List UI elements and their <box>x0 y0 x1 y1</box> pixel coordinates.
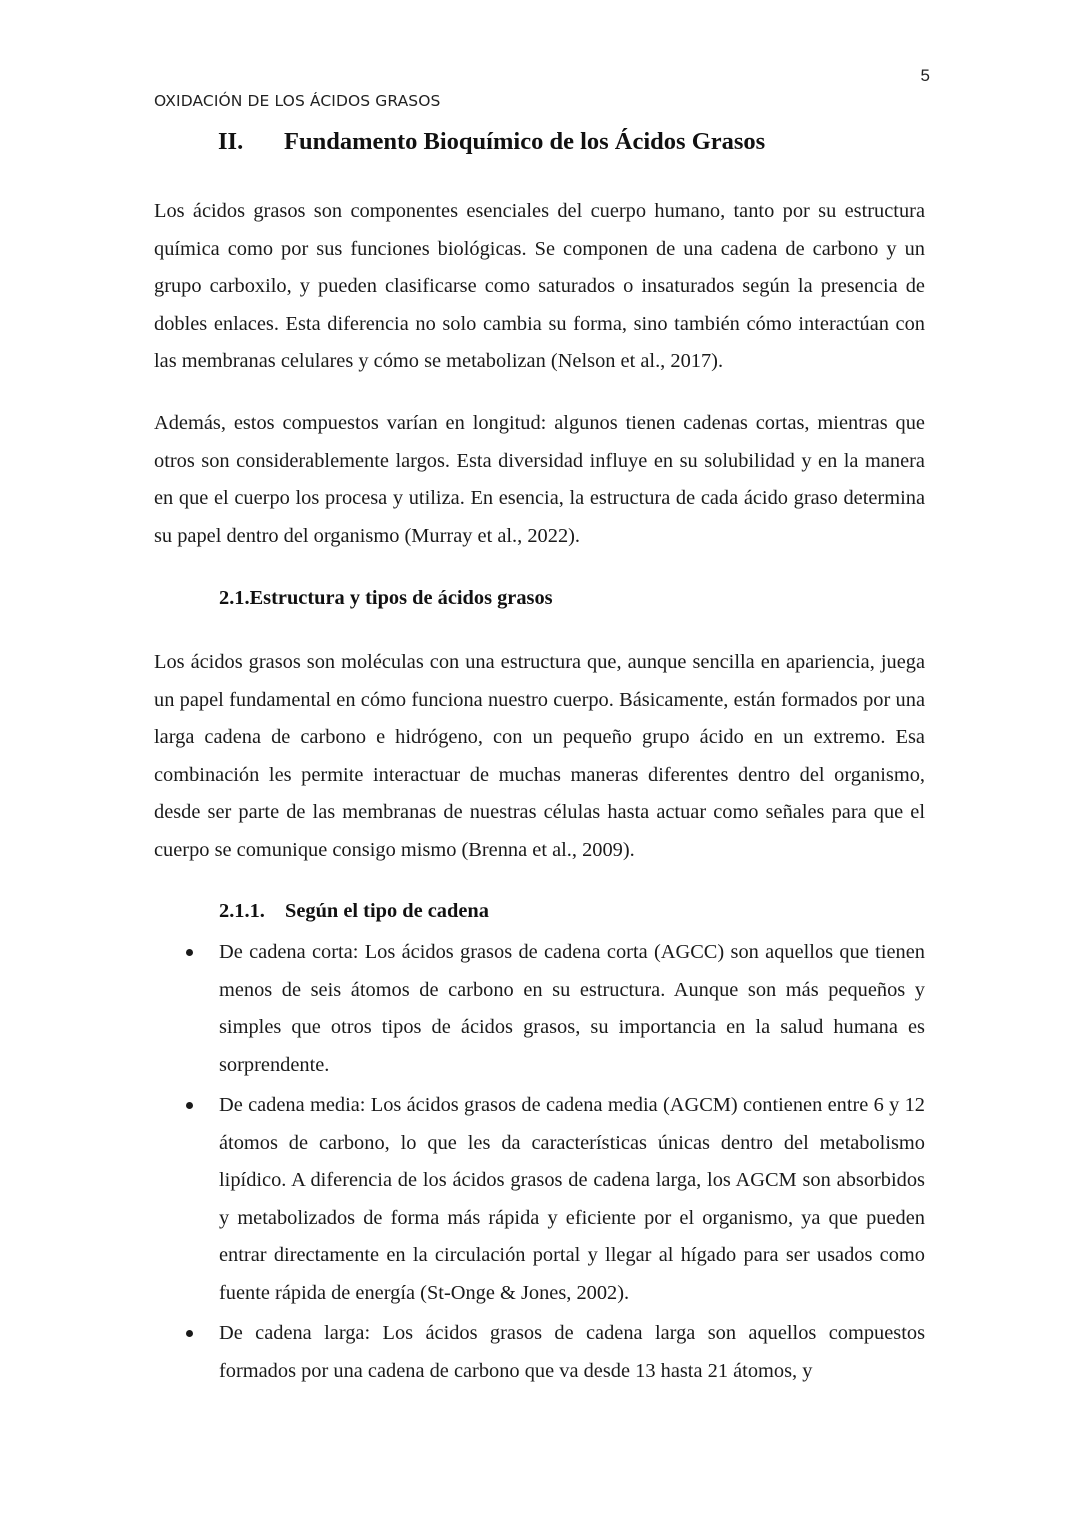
intro-paragraph-2: Además, estos compuestos varían en longitud: algunos tienen cadenas cortas, mientras que otros son considerablemente largos. Esta diversidad influye en su solubilidad y en la manera en que el cuerpo los procesa y utiliza. En esencia, la estructura de cada ácido graso determina su papel dentro del organismo (Murray et al., 2022). <box>154 412 925 547</box>
page-number: 5 <box>920 66 930 85</box>
section-heading-2-1-1 <box>219 900 489 923</box>
running-header: OXIDACIÓN DE LOS ÁCIDOS GRASOS <box>154 92 441 110</box>
section-2-1-paragraph: Los ácidos grasos son moléculas con una estructura que, aunque sencilla en apariencia, juega un papel fundamental en cómo funciona nuestro cuerpo. Básicamente, están formados por una larga cadena de carbono e hidrógeno, con un pequeño grupo ácido en un extremo. Esa combinación les permite interactuar de muchas maneras diferentes dentro del organismo, desde ser parte de las membranas de nuestras células hasta actuar como señales para que el cuerpo se comunique consigo mismo (Brenna et al., 2009). <box>154 651 925 861</box>
chapter-number: II. <box>218 128 244 155</box>
list-item-text: De cadena larga: Los ácidos grasos de cadena larga son aquellos compuestos formados por una cadena de carbono que va desde 13 hasta 21 átomos, y <box>219 1322 925 1382</box>
chapter-heading <box>218 128 765 156</box>
section-number: 2.1.1. <box>219 900 265 922</box>
chapter-title: Fundamento Bioquímico de los Ácidos Grasos <box>284 128 766 155</box>
bullet-icon <box>186 1102 193 1109</box>
section-title: Según el tipo de cadena <box>285 900 489 922</box>
section-heading-2-1: 2.1.Estructura y tipos de ácidos grasos <box>219 587 553 609</box>
list-item-text: De cadena media: Los ácidos grasos de cadena media (AGCM) contienen entre 6 y 12 átomos de carbono, lo que les da características únicas dentro del metabolismo lipídico. A diferencia de los ácidos grasos de cadena larga, los AGCM son absorbidos y metabolizados de forma más rápida y eficiente por el organismo, ya que pueden entrar directamente en la circulación portal y llegar al hígado para ser usados como fuente rápida de energía (St-Onge & Jones, 2002). <box>219 1093 925 1304</box>
list-item <box>154 1087 925 1313</box>
bullet-icon <box>186 1330 193 1337</box>
list-item-text: De cadena corta: Los ácidos grasos de cadena corta (AGCC) son aquellos que tienen menos de seis átomos de carbono en su estructura. Aunque son más pequeños y simples que otros tipos de ácidos grasos, su importancia en la salud humana es sorprendente. <box>219 941 925 1076</box>
chain-type-list <box>154 934 925 1393</box>
bullet-icon <box>186 949 193 956</box>
list-item <box>154 1315 925 1390</box>
intro-paragraph-1: Los ácidos grasos son componentes esenciales del cuerpo humano, tanto por su estructura química como por sus funciones biológicas. Se componen de una cadena de carbono y un grupo carboxilo, y pueden clasificarse como saturados o insaturados según la presencia de dobles enlaces. Esta diferencia no solo cambia su forma, sino también cómo interactúan con las membranas celulares y cómo se metabolizan (Nelson et al., 2017). <box>154 200 925 373</box>
list-item <box>154 934 925 1084</box>
